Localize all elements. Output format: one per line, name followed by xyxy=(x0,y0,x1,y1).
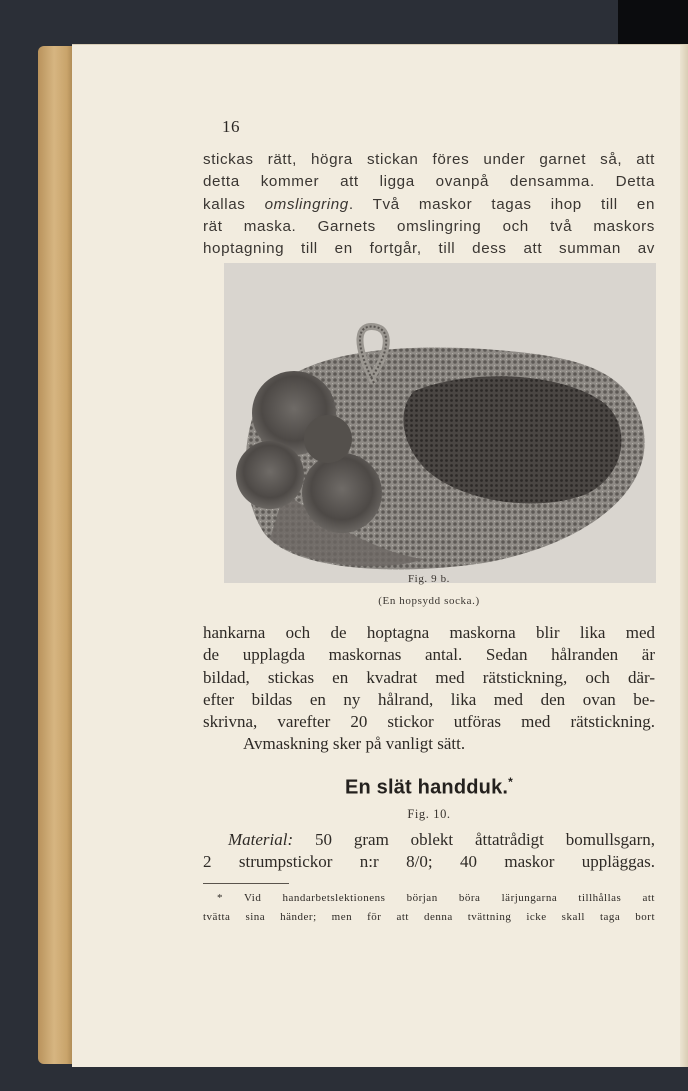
background-dark-strip xyxy=(618,0,688,44)
figure-10-label: Fig. 10. xyxy=(407,807,451,821)
page-gutter xyxy=(680,45,688,1067)
footnote xyxy=(203,889,655,927)
text-line xyxy=(203,194,655,216)
continuation-paragraph xyxy=(203,622,655,756)
book-page xyxy=(72,44,688,1067)
text-fragment: . Två maskor tagas ihop till en xyxy=(348,195,655,213)
text-fragment: 50 gram oblekt åttatrådigt bomullsgarn, xyxy=(293,830,655,849)
footnote-line: tvätta sina händer; men för att denna tvättning icke skall taga bort xyxy=(203,911,655,923)
text-line: detta kommer att ligga ovanpå densamma. Detta xyxy=(203,173,655,191)
figure-label: Fig. 9 b. xyxy=(407,573,451,585)
text-line: de upplagda maskornas antal. Sedan hålranden är xyxy=(203,645,655,665)
italic-term: omslingring xyxy=(264,195,349,213)
text-line: bildad, stickas en kvadrat med rätstickning, och där- xyxy=(203,667,655,687)
material-paragraph xyxy=(203,829,655,874)
text-fragment: kallas xyxy=(203,195,265,213)
text-line: rät maska. Garnets omslingring och två maskors xyxy=(203,217,655,235)
page-number: 16 xyxy=(222,117,240,136)
text-line: efter bildas en ny hålrand, lika med den ovan be- xyxy=(203,689,655,709)
text-line: hoptagning till en fortgår, till dess att summan av xyxy=(203,240,655,258)
section-heading xyxy=(203,775,655,800)
section-heading-text: En slät handduk. xyxy=(344,776,509,799)
figure-caption: (En hopsydd socka.) xyxy=(378,595,480,607)
sock-photograph xyxy=(224,263,656,583)
footnote-line: * Vid handarbetslektionens början böra lärjungarna tillhållas att xyxy=(217,892,655,904)
text-line: hankarna och de hoptagna maskorna blir lika med xyxy=(203,623,655,642)
text-line: 2 strumpstickor n:r 8/0; 40 maskor uppläggas. xyxy=(203,852,655,872)
text-line xyxy=(203,829,655,851)
text-line: skrivna, varefter 20 stickor utföras med rätstickning. xyxy=(203,712,655,732)
footnote-mark: * xyxy=(508,775,514,789)
footnote-divider xyxy=(203,883,289,884)
book-page-edges xyxy=(38,46,74,1064)
intro-paragraph xyxy=(203,149,655,260)
text-line: stickas rätt, högra stickan föres under garnet så, att xyxy=(203,151,655,168)
text-line: Avmaskning sker på vanligt sätt. xyxy=(243,734,466,754)
material-label: Material: xyxy=(228,830,294,849)
